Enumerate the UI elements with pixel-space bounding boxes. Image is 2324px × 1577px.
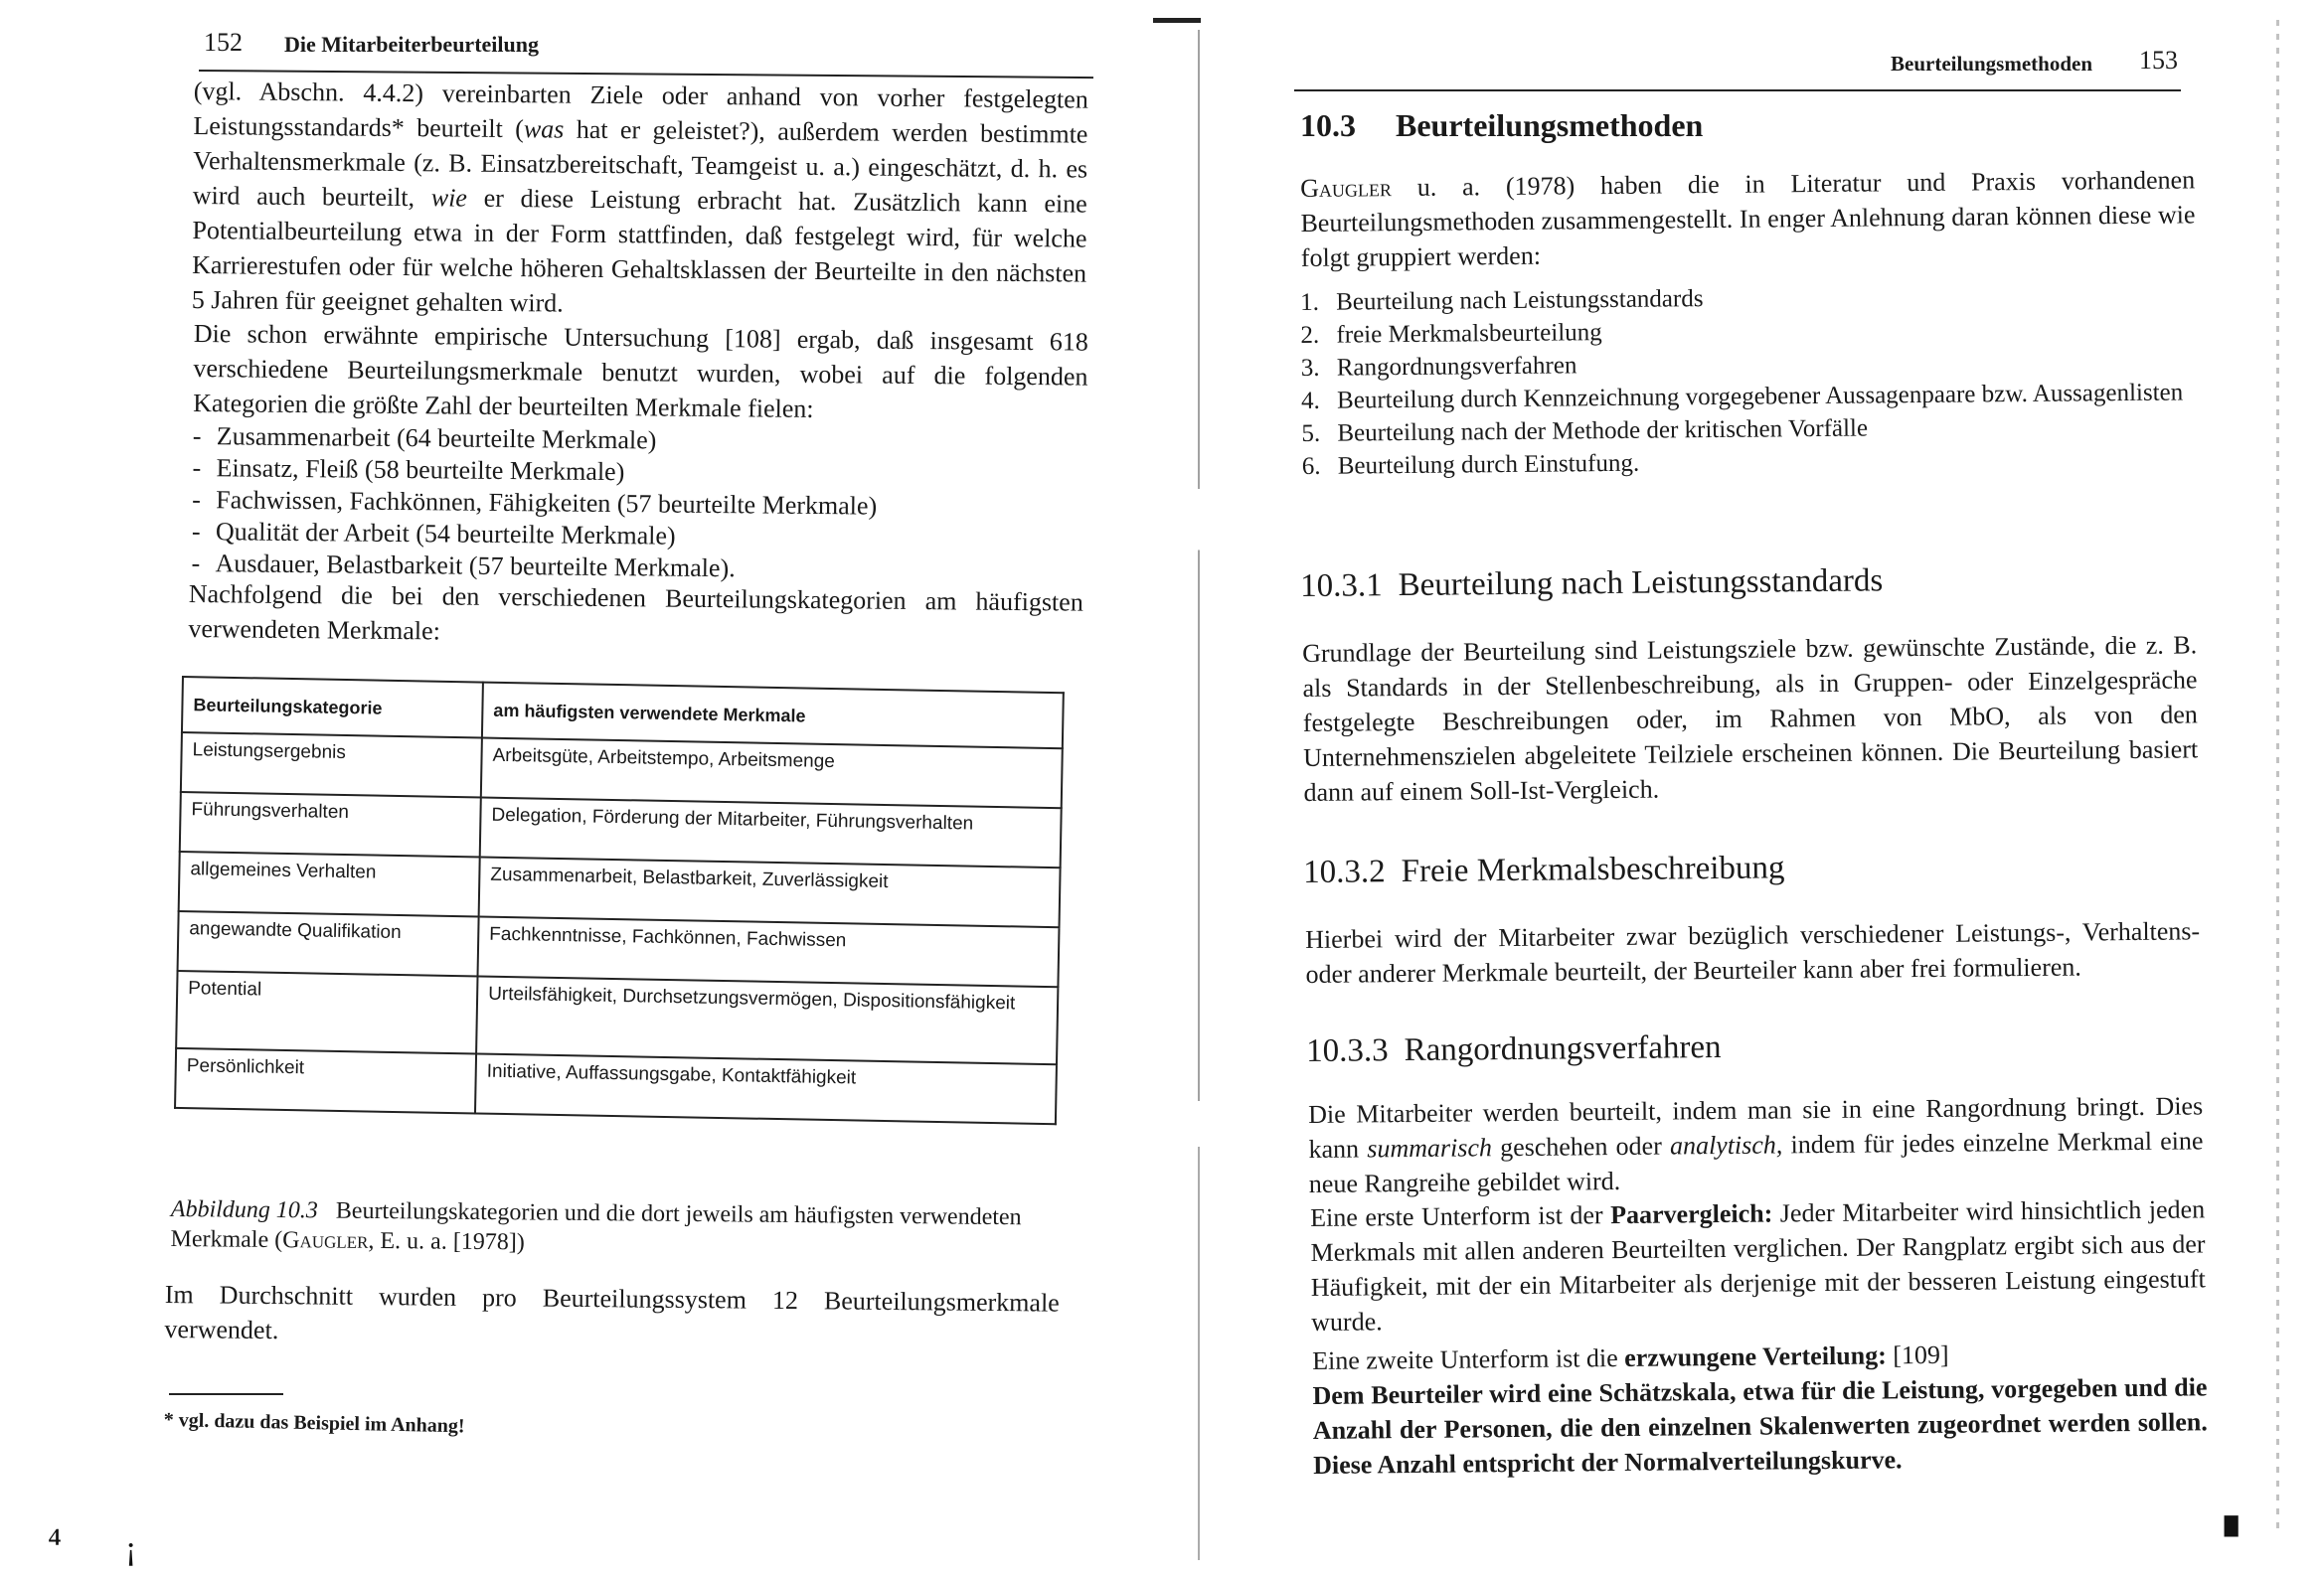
subsection-number: 10.3.1 [1300,567,1383,604]
list-text: Beurteilung durch Kennzeichnung vorgegebener Aussagenpaare bzw. Aussagenlisten [1336,379,2184,414]
list-item: - Qualität der Arbeit (54 beurteilte Merkmale) [192,516,1086,556]
table-cell: Delegation, Förderung der Mitarbeiter, Führungsverhalten [480,798,1062,868]
column-header: Beurteilungskategorie [182,677,483,738]
italic-run: summarisch [1367,1133,1493,1164]
table-cell: Persönlichkeit [175,1048,476,1114]
section-title: Beurteilungsmethoden [1396,107,1704,143]
text-run: (vgl. Abschn. 4.4.2) vereinbarten Ziele oder anhand von vorher festgelegten Leistungsstandards* beurteilt ( [193,76,1088,144]
table-cell: angewandte Qualifikation [178,911,479,977]
scan-artifact: ⁴ [48,1519,62,1564]
list-text: freie Merkmalsbeurteilung [1336,319,1602,349]
subsection-title: Freie Merkmalsbeschreibung [1401,850,1785,890]
italic-run: wie [430,183,468,213]
text-run: geschehen oder [1491,1131,1671,1163]
table-cell: Zusammenarbeit, Belastbarkeit, Zuverlässigkeit [479,858,1061,928]
text-run: er diese Leistung erbracht hat. Zusätzlich kann eine Potentialbeurteilung etwa in der Form stattfinden, daß festgelegt wird, für welche Karrierestufen oder für welche höheren Gehaltsklassen der Beurteilte in den nächsten 5 Jahren für geeignet gehalten wird. [191,183,1087,318]
footnote-rule [169,1393,283,1395]
list-text: Rangordnungsverfahren [1336,352,1577,382]
table-cell: Leistungsergebnis [181,732,482,798]
author-name: Gaugler [282,1227,369,1254]
running-title: Beurteilungsmethoden [1891,52,2093,76]
paragraph: Grundlage der Beurteilung sind Leistungsziele bzw. gewünschte Zustände, die z. B. als Standards in der Stellenbeschreibung, als in Gruppen- oder Einzelgespräche festgelegte Beschreibungen oder, im Rahmen von MbO, als von den Unternehmenszielen abgeleitete Teilziele erscheinen können. Die Beurteilung basiert dann auf einem Soll-Ist-Vergleich. [1302,630,2199,807]
bold-term: erzwungene Verteilung: [1624,1340,1887,1372]
text-run: Jeder Mitarbeiter wird hinsichtlich jeden Merkmals mit allen anderen Beurteilten verglichen. Der Rangplatz ergibt sich aus der Häufigkeit, mit der ein Mitarbeiter als derjenige mit der besseren Leistung eingestuft wurde. [1310,1194,2206,1337]
list-number: 1. [1300,288,1320,316]
list-item: - Fachwissen, Fachkönnen, Fähigkeiten (57 beurteilte Merkmale) [192,484,1086,525]
table-cell: allgemeines Verhalten [179,852,480,917]
text-run: , E. u. a. [1978]) [368,1227,525,1256]
subsection-number: 10.3.3 [1306,1032,1389,1069]
figure-caption [170,1194,1066,1263]
author-name: Gaugler [1300,173,1393,203]
methods-list [1300,277,2197,483]
paragraph [1310,1191,2206,1340]
section-heading [1300,107,1703,144]
right-page [1183,0,2324,1577]
table-cell: Arbeitsgüte, Arbeitstempo, Arbeitsmenge [481,738,1063,809]
paragraph-with-list [191,316,1088,588]
subsection-number: 10.3.2 [1303,854,1386,890]
scan-artifact: ▘ [2225,1517,2252,1557]
list-number: 4. [1300,387,1320,414]
table-cell: Potential [176,971,477,1054]
paragraph [192,74,1088,326]
text-run: Eine erste Unterform ist der [1310,1200,1611,1232]
paragraph: Dem Beurteiler wird eine Schätzskala, etwa für die Leistung, vorgegeben und die Anzahl der Personen, die den einzelnen Skalenwerten zugeordnet werden sollen. Diese Anzahl entspricht der Normalverteilungskurve. [1312,1372,2208,1480]
category-table [174,676,1065,1125]
footnote: * vgl. dazu das Beispiel im Anhang! [163,1409,465,1438]
header-rule [1294,89,2181,91]
paragraph: Nachfolgend die bei den verschiedenen Beurteilungskategorien am häufigsten verwendeten Merkmale: [188,578,1083,646]
list-text: Beurteilung nach Leistungsstandards [1336,285,1704,316]
subsection-heading [1306,1029,1722,1070]
subsection-heading [1303,850,1785,891]
text-run: Eine zweite Unterform ist die [1312,1342,1625,1375]
text-run: Die Mitarbeiter werden beurteilt, indem man sie in eine Rangordnung bringt. Dies kann [1308,1091,2204,1164]
list-item: - Ausdauer, Belastbarkeit (57 beurteilte Merkmale). [191,548,1085,588]
list-item: - Zusammenarbeit (64 beurteilte Merkmale) [193,420,1087,461]
list-text: Beurteilung durch Einstufung. [1337,449,1640,480]
italic-run: was [523,114,565,144]
bold-term: Paarvergleich: [1610,1198,1773,1230]
category-table-figure [174,676,1065,1125]
list-number: 5. [1301,419,1321,447]
list-number: 6. [1301,452,1321,480]
table-cell: Führungsverhalten [180,792,481,858]
italic-run: analytisch, [1669,1130,1783,1161]
text-run: u. a. (1978) haben die in Literatur und Praxis vorhandenen Beurteilungsmethoden zusammengestellt. In enger Anlehnung daran können diese wie folgt gruppiert werden: [1300,165,2196,272]
table-cell: Initiative, Auffassungsgabe, Kontaktfähigkeit [475,1053,1057,1124]
paragraph: Im Durchschnitt wurden pro Beurteilungssystem 12 Beurteilungsmerkmale verwendet. [164,1279,1060,1345]
list-number: 2. [1300,321,1320,349]
column-header: am häufigsten verwendete Merkmale [482,683,1064,749]
page-number: 153 [2139,46,2178,75]
paragraph-block [1312,1335,2208,1483]
subsection-title: Rangordnungsverfahren [1404,1028,1722,1069]
table-cell: Fachkenntnisse, Fachkönnen, Fachwissen [478,917,1060,988]
paragraph: Hierbei wird der Mitarbeiter zwar bezüglich verschiedener Leistungs-, Verhaltens- oder anderer Merkmale beurteilt, der Beurteiler kann aber frei formulieren. [1305,916,2201,989]
caption-label: Abbildung 10.3 [170,1195,318,1224]
text-run: indem für jedes einzelne Merkmal eine neue Rangreihe gebildet wird. [1308,1126,2204,1198]
running-title: Die Mitarbeiterbeurteilung [284,32,539,57]
list-text: Beurteilung nach der Methode der kritischen Vorfälle [1337,414,1869,447]
table-cell: Urteilsfähigkeit, Durchsetzungsvermögen, Dispositionsfähigkeit [476,977,1058,1065]
paragraph [1300,162,2196,275]
list-number: 3. [1300,354,1320,382]
section-number: 10.3 [1300,107,1356,143]
subsection-title: Beurteilung nach Leistungsstandards [1398,562,1884,604]
text-run: [109] [1886,1340,1949,1370]
scan-artifact: ¡ [125,1530,137,1567]
category-list [191,420,1086,588]
paragraph: Die schon erwähnte empirische Untersuchung [108] ergab, daß insgesamt 618 verschiedene Beurteilungsmerkmale benutzt wurden, wobei auf die folgenden Kategorien die größte Zahl der beurteilten Merkmale fielen: [193,318,1088,423]
list-item: - Einsatz, Fleiß (58 beurteilte Merkmale) [192,452,1086,493]
paragraph [1308,1088,2204,1201]
text-run: Beurteilungskategorien und die dort jeweils am häufigsten verwendeten Merkmale ( [170,1197,1022,1254]
subsection-heading [1300,562,1883,605]
text-run: hat er geleistet?), außerdem werden bestimmte Verhaltensmerkmale (z. B. Einsatzbereitschaft, Teamgeist u. a.) eingeschätzt, d. h. es wird auch beurteilt, [192,114,1088,213]
page-number: 152 [204,28,243,57]
